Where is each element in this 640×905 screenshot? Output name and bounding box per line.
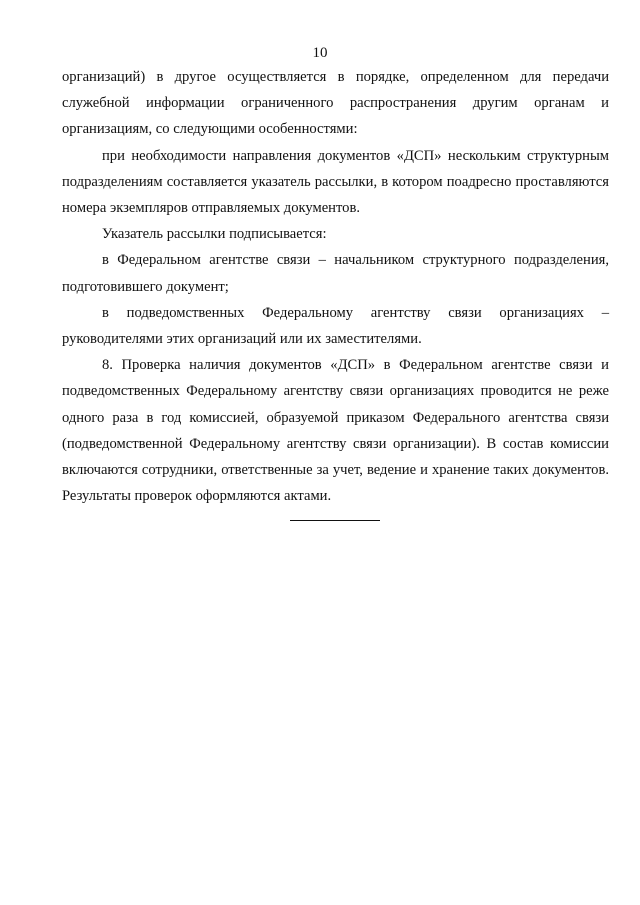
paragraph-distribution-list: при необходимости направления документов «ДСП» нескольким структурным подразделениям составляется указатель рассылки, в котором поадресно проставляются номера экземпляров отправляемых документов. xyxy=(62,147,609,217)
end-divider-line xyxy=(290,520,380,521)
paragraph-continuation: организаций) в другое осуществляется в порядке, определенном для передачи служебной информации ограниченного распространения другим органам и организациям, со следующими особенностями: xyxy=(62,69,609,138)
paragraph-signing: Указатель рассылки подписывается: xyxy=(102,226,327,243)
paragraph-organization-signer: в подведомственных Федеральному агентству связи организациях – руководителями этих организаций или их заместителями. xyxy=(62,304,609,348)
page-number: 10 xyxy=(312,45,328,61)
paragraph-inspection: 8. Проверка наличия документов «ДСП» в Федеральном агентстве связи и подведомственных Федеральному агентству связи организациях проводится не реже одного раза в год комиссией, образуемой приказом Федерального агентства связи (подведомственной Федеральному агентству связи организации). В состав комиссии включаются сотрудники, ответственные за учет, ведение и хранение таких документов. Результаты проверок оформляются актами. xyxy=(62,357,609,505)
document-body xyxy=(62,64,609,509)
paragraph-agency-signer: в Федеральном агентстве связи – начальником структурного подразделения, подготовившего документ; xyxy=(62,252,609,295)
